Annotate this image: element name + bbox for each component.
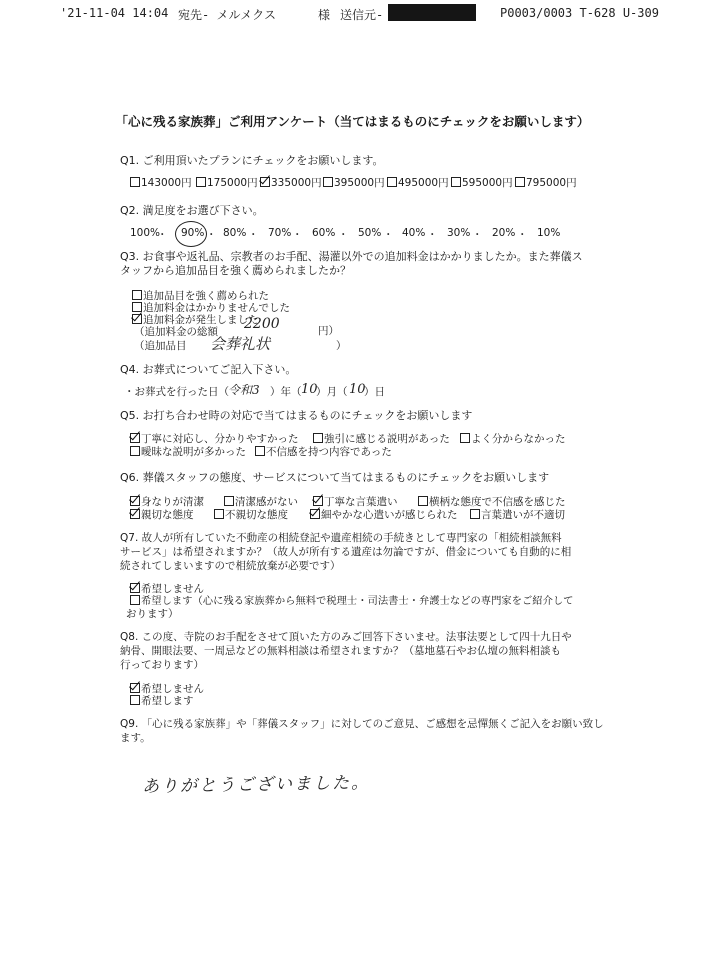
q7-option-2-cont: おります） [126, 608, 179, 620]
q6-question: Q6. 葬儀スタッフの態度、サービスについて当てはまるものにチェックをお願いします [120, 471, 550, 484]
checkbox-icon[interactable] [130, 695, 140, 705]
q7-question-line1: Q7. 故人が所有していた不動産の相続登記や遺産相続の手続きとして専門家の「相続相談無料 [120, 532, 562, 544]
checkbox-checked-icon[interactable] [130, 583, 140, 593]
q9-handwritten-answer[interactable]: ありがとうございました。 [141, 773, 371, 797]
scale-separator: ・ [472, 229, 483, 241]
q8-option-1[interactable]: 希望しません [130, 682, 204, 696]
checkbox-icon[interactable] [323, 177, 333, 187]
fax-header [0, 2, 705, 24]
checkbox-icon[interactable] [132, 290, 142, 300]
fax-timestamp: '21-11-04 14:04 [60, 6, 169, 20]
checkbox-icon[interactable] [130, 446, 140, 456]
q5-option-3[interactable]: よく分からなかった [460, 432, 566, 446]
q3-total-label: （追加料金の総額 [134, 326, 218, 338]
q1-option-5[interactable]: 495000円 [387, 176, 449, 190]
q2-question: Q2. 満足度をお選び下さい。 [120, 204, 264, 217]
scale-30[interactable]: 30% [447, 227, 471, 239]
scale-70[interactable]: 70% [268, 227, 292, 239]
scale-10[interactable]: 10% [537, 227, 561, 239]
checkbox-checked-icon[interactable] [310, 509, 320, 519]
q6-option-5[interactable]: 親切な態度 [130, 508, 194, 522]
q4-month-handwritten: 10 [301, 382, 318, 397]
scale-100[interactable]: 100% [130, 227, 161, 239]
q6-option-4[interactable]: 横柄な態度で不信感を感じた [418, 495, 566, 509]
q5-option-5[interactable]: 不信感を持つ内容であった [255, 445, 392, 459]
q3-option-2[interactable]: 追加料金はかかりませんでした [132, 301, 290, 315]
survey-title: 「心に残る家族葬」ご利用アンケート（当てはまるものにチェックをお願いします） [115, 114, 590, 129]
q1-question: Q1. ご利用頂いたプランにチェックをお願いします。 [120, 154, 384, 167]
checkbox-icon[interactable] [451, 177, 461, 187]
checkbox-icon[interactable] [460, 433, 470, 443]
q4-date-label: ・お葬式を行った日（ [124, 386, 229, 398]
selection-circle-icon [175, 221, 207, 247]
fax-recipient: 宛先- メルメクス [178, 8, 276, 22]
scale-separator: ・ [517, 229, 528, 241]
q3-item-label: （追加品目 [134, 340, 187, 352]
q7-option-2[interactable]: 希望します（心に残る家族葬から無料で税理士・司法書士・弁護士などの専門家をご紹介して [130, 594, 573, 608]
scale-separator: ・ [248, 229, 259, 241]
checkbox-checked-icon[interactable] [130, 433, 140, 443]
fax-sender-label: 送信元- [340, 8, 384, 22]
q9-question-line2: ます。 [120, 732, 151, 744]
q4-day-handwritten: 10 [349, 382, 366, 397]
q8-option-2[interactable]: 希望します [130, 694, 194, 708]
q8-question-line2: 納骨、開眼法要、一周忌などの無料相談は希望されますか？（墓地墓石やお仏壇の無料相談も [120, 645, 561, 657]
q1-option-1[interactable]: 143000円 [130, 176, 192, 190]
q1-option-7[interactable]: 795000円 [515, 176, 577, 190]
checkbox-icon[interactable] [196, 177, 206, 187]
checkbox-icon[interactable] [313, 433, 323, 443]
fax-page-code: P0003/0003 T-628 U-309 [500, 6, 659, 20]
q3-option-3[interactable]: 追加料金が発生しました [132, 313, 259, 327]
q3-item-handwritten: 会葬礼状 [210, 335, 271, 353]
scale-separator: ・ [383, 229, 394, 241]
checkbox-icon[interactable] [130, 595, 140, 605]
q3-question-line1: Q3. お食事や返礼品、宗教者のお手配、湯灌以外での追加料金はかかりましたか。また葬儀ス [120, 250, 583, 263]
checkbox-checked-icon[interactable] [130, 509, 140, 519]
checkbox-icon[interactable] [470, 509, 480, 519]
q1-option-4[interactable]: 395000円 [323, 176, 385, 190]
scale-separator: ・ [427, 229, 438, 241]
q4-date-row [124, 382, 424, 401]
q5-option-2[interactable]: 強引に感じる説明があった [313, 432, 450, 446]
q4-month-mark: ）月（ [316, 386, 348, 398]
checkbox-checked-icon[interactable] [260, 177, 270, 187]
q3-question-line2: タッフから追加品目を強く薦められましたか？ [120, 264, 351, 277]
checkbox-icon[interactable] [130, 177, 140, 187]
q9-question-line1: Q9. 「心に残る家族葬」や「葬儀スタッフ」に対してのご意見、ご感想を忌憚無くご記入をお願い致し [120, 718, 604, 730]
q5-option-4[interactable]: 曖昧な説明が多かった [130, 445, 246, 459]
q5-question: Q5. お打ち合わせ時の対応で当てはまるものにチェックをお願いします [120, 409, 473, 422]
q1-option-2[interactable]: 175000円 [196, 176, 258, 190]
checkbox-icon[interactable] [515, 177, 525, 187]
scale-separator: ・ [338, 229, 349, 241]
q7-question-line3: 続されてしまいますので相続放棄が必要です） [120, 560, 341, 572]
q6-option-7[interactable]: 細やかな心遣いが感じられた [310, 508, 458, 522]
q8-question-line1: Q8. この度、寺院のお手配をさせて頂いた方のみご回答下さいませ。法事法要として四十九日や [120, 631, 572, 643]
scale-50[interactable]: 50% [358, 227, 382, 239]
q7-question-line2: サービス」は希望されますか？（故人が所有する遺産は勿論ですが、借金についても自動的に相 [120, 546, 572, 558]
checkbox-icon[interactable] [214, 509, 224, 519]
q4-era-handwritten: 令和3 [228, 383, 260, 397]
checkbox-checked-icon[interactable] [132, 314, 142, 324]
q6-option-3[interactable]: 丁寧な言葉遣い [313, 495, 398, 509]
checkbox-icon[interactable] [418, 496, 428, 506]
q4-day-mark: ）日 [364, 386, 385, 398]
q3-total-handwritten: 2200 [244, 316, 280, 332]
q1-option-6[interactable]: 595000円 [451, 176, 513, 190]
q1-option-3[interactable]: 335000円 [260, 176, 322, 190]
q6-option-6[interactable]: 不親切な態度 [214, 508, 288, 522]
redaction-block [388, 4, 476, 21]
q6-option-8[interactable]: 言葉遣いが不適切 [470, 508, 565, 522]
scale-separator: ・ [292, 229, 303, 241]
q6-option-1[interactable]: 身なりが清潔 [130, 495, 204, 509]
checkbox-checked-icon[interactable] [130, 683, 140, 693]
scale-20[interactable]: 20% [492, 227, 516, 239]
scale-separator: ・ [157, 229, 168, 241]
checkbox-icon[interactable] [255, 446, 265, 456]
scale-80[interactable]: 80% [223, 227, 247, 239]
scale-90[interactable]: 90% [181, 227, 205, 239]
q3-total-unit: 円） [318, 325, 339, 337]
q2-satisfaction-scale [130, 227, 570, 243]
q4-question: Q4. お葬式についてご記入下さい。 [120, 363, 297, 376]
q6-option-2[interactable]: 清潔感がない [224, 495, 298, 509]
scale-separator: ・ [206, 229, 217, 241]
q8-question-line3: 行っております） [120, 659, 204, 671]
q5-option-1[interactable]: 丁寧に対応し、分かりやすかった [130, 432, 299, 446]
q3-item-close: ） [336, 340, 347, 352]
scale-60[interactable]: 60% [312, 227, 336, 239]
checkbox-icon[interactable] [387, 177, 397, 187]
checkbox-icon[interactable] [224, 496, 234, 506]
scale-40[interactable]: 40% [402, 227, 426, 239]
q4-year-mark: ）年（ [270, 386, 302, 398]
q7-option-1[interactable]: 希望しません [130, 582, 204, 596]
fax-honorific: 様 [318, 8, 331, 22]
q3-option-1[interactable]: 追加品目を強く薦められた [132, 289, 269, 303]
